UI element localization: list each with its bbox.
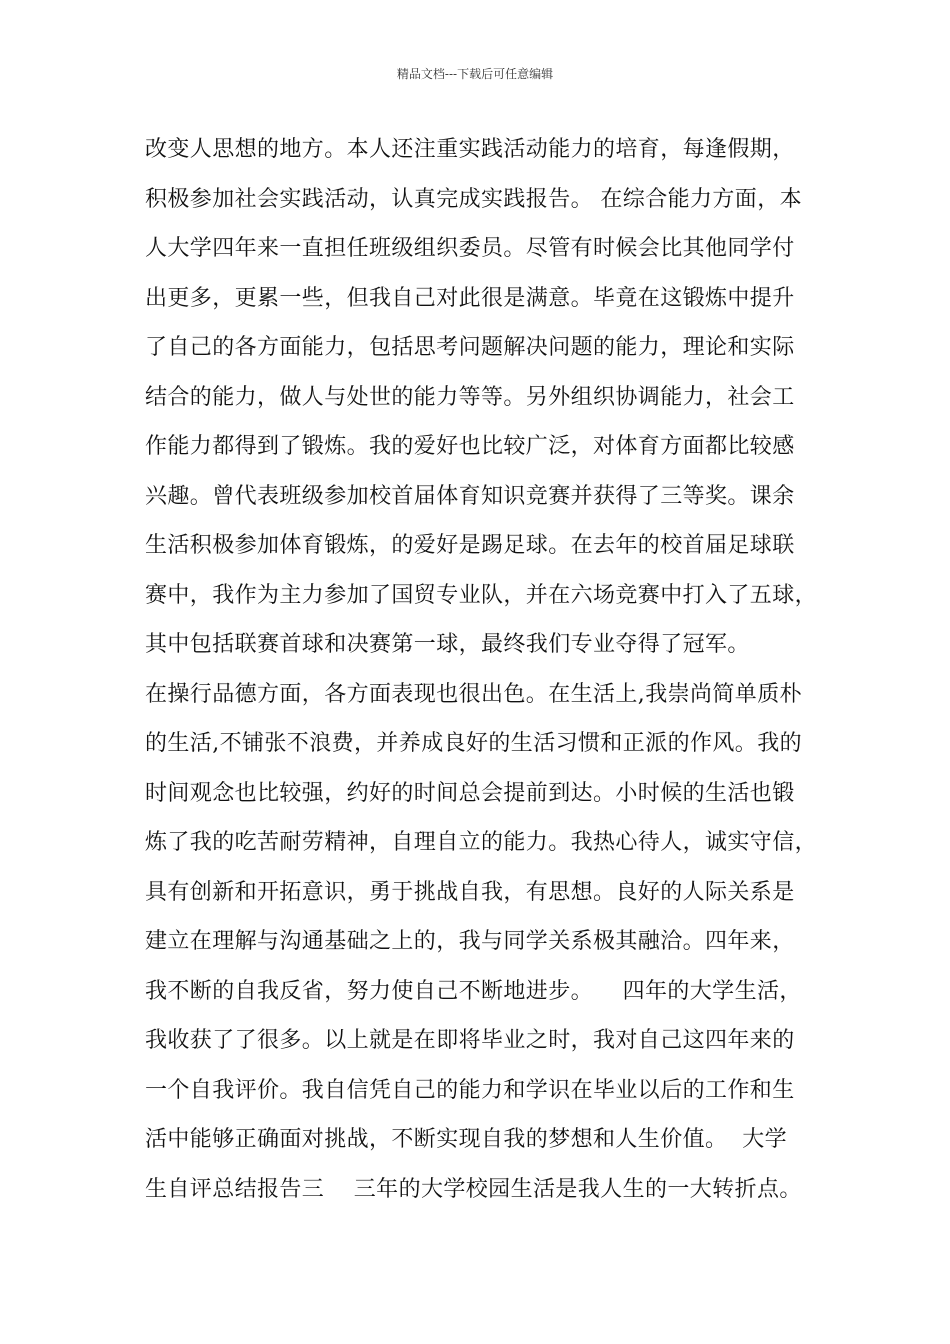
text-line: 人大学四年来一直担任班级组织委员。尽管有时候会比其他同学付 — [145, 236, 795, 261]
text-line: 建立在理解与沟通基础之上的，我与同学关系极其融洽。四年来， — [145, 929, 795, 954]
page-header: 精品文档---下载后可任意编辑 — [396, 67, 554, 81]
text-line: 的生活,不铺张不浪费，并养成良好的生活习惯和正派的作风。我的 — [145, 731, 802, 756]
text-line: 我收获了了很多。以上就是在即将毕业之时，我对自己这四年来的 — [145, 1028, 795, 1053]
text-line: 生自评总结报告三 三年的大学校园生活是我人生的一大转折点。 — [145, 1176, 802, 1202]
text-line: 炼了我的吃苦耐劳精神，自理自立的能力。我热心待人，诚实守信， — [145, 830, 818, 855]
text-line: 改变人思想的地方。本人还注重实践活动能力的培育，每逢假期， — [145, 137, 795, 162]
text-line: 其中包括联赛首球和决赛第一球，最终我们专业夺得了冠军。 — [145, 632, 750, 657]
text-line: 一个自我评价。我自信凭自己的能力和学识在毕业以后的工作和生 — [145, 1077, 795, 1103]
text-line: 我不断的自我反省，努力使自己不断地进步。 四年的大学生活， — [145, 978, 802, 1004]
text-line: 赛中，我作为主力参加了国贸专业队，并在六场竞赛中打入了五球， — [145, 582, 818, 608]
text-line: 兴趣。曾代表班级参加校首届体育知识竞赛并获得了三等奖。课余 — [145, 483, 795, 509]
text-line: 活中能够正确面对挑战，不断实现自我的梦想和人生价值。 大学 — [145, 1127, 787, 1152]
text-line: 在操行品德方面，各方面表现也很出色。在生活上,我崇尚简单质朴 — [145, 681, 802, 707]
text-line: 积极参加社会实践活动，认真完成实践报告。 在综合能力方面，本 — [145, 186, 802, 212]
text-line: 了自己的各方面能力，包括思考问题解决问题的能力，理论和实际 — [145, 335, 795, 360]
text-line: 时间观念也比较强，约好的时间总会提前到达。小时候的生活也锻 — [145, 780, 795, 806]
text-line: 出更多，更累一些，但我自己对此很是满意。毕竟在这锻炼中提升 — [145, 285, 795, 311]
text-line: 作能力都得到了锻炼。我的爱好也比较广泛，对体育方面都比较感 — [145, 434, 795, 459]
text-line: 具有创新和开拓意识，勇于挑战自我，有思想。良好的人际关系是 — [145, 879, 795, 905]
text-line: 生活积极参加体育锻炼，的爱好是踢足球。在去年的校首届足球联 — [145, 533, 795, 558]
document-body — [145, 132, 845, 1221]
text-line: 结合的能力，做人与处世的能力等等。另外组织协调能力，社会工 — [145, 384, 795, 410]
